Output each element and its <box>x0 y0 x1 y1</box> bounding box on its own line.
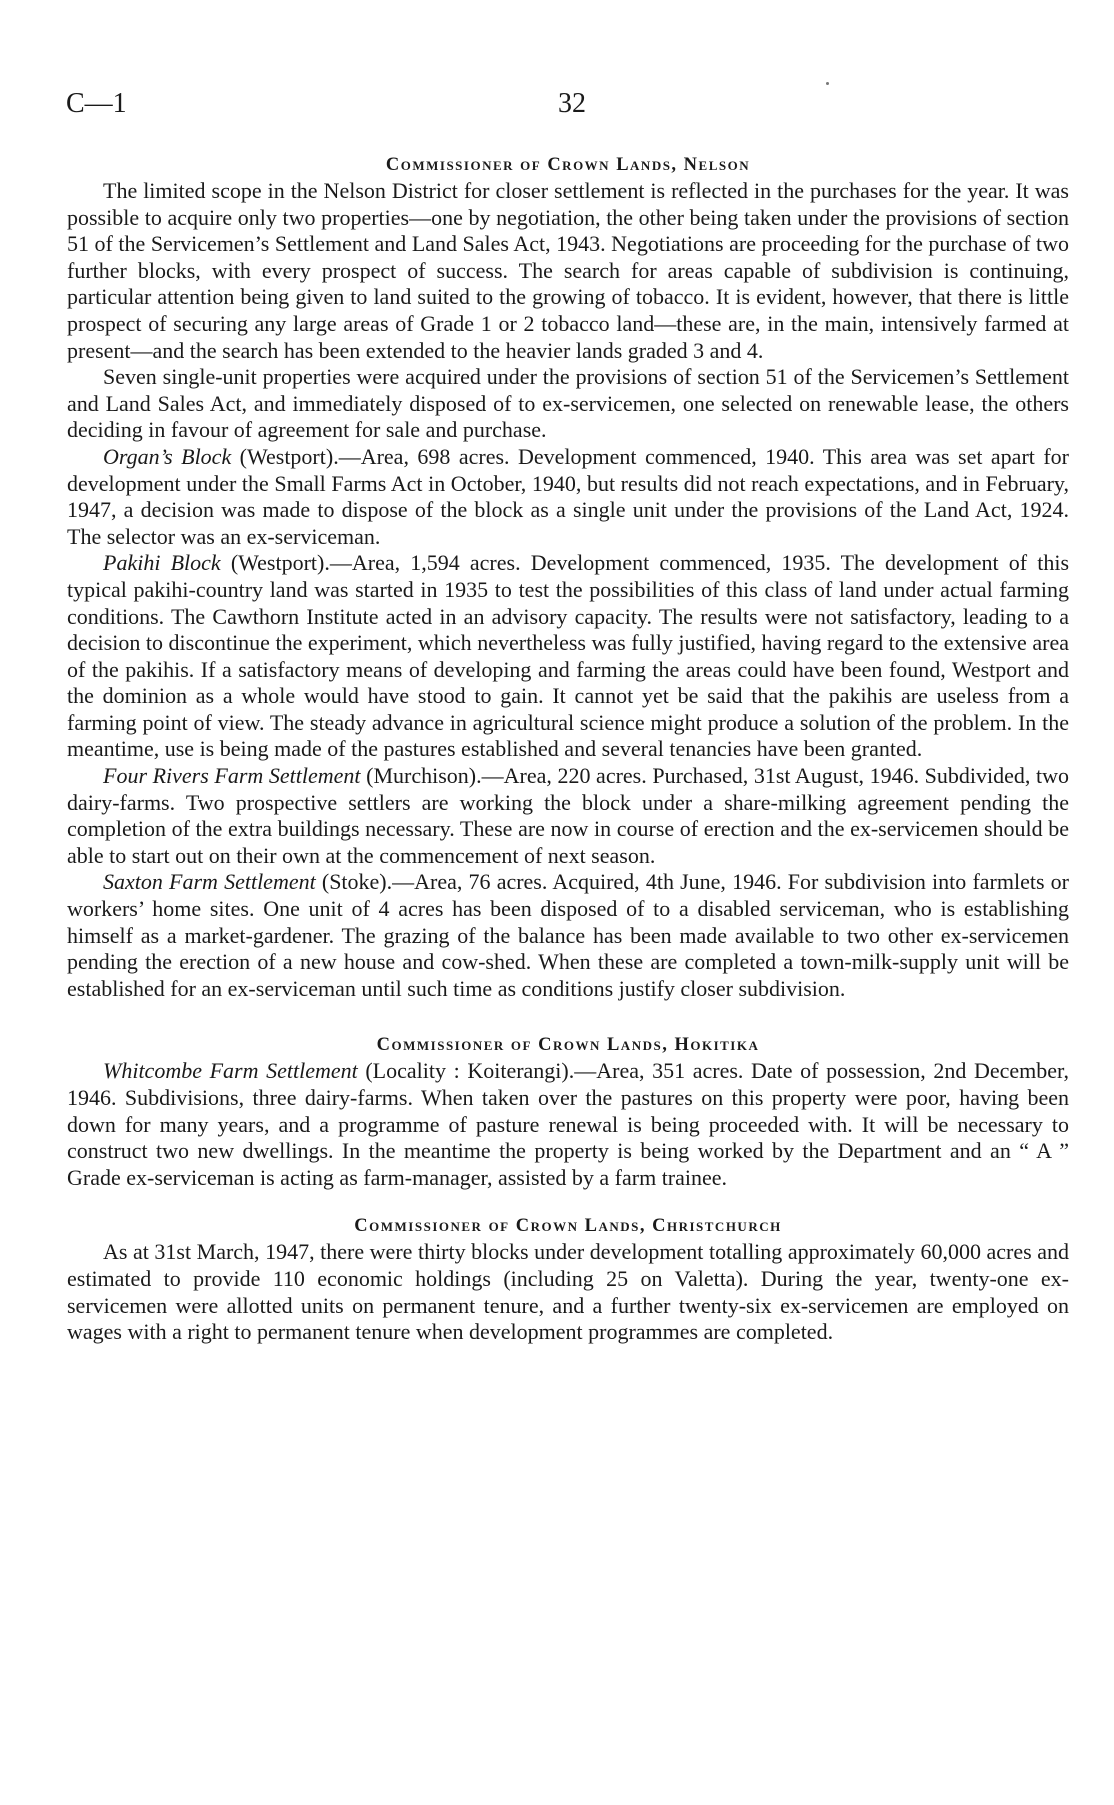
paragraph: Pakihi Block (Westport).—Area, 1,594 acres. Development commenced, 1935. The development of this typical pakihi-country land was started in 1935 to test the possibilities of this class of land under actual farming conditions. The Cawthorn Institute acted in an advisory capacity. The results were not satisfactory, leading to a decision to discontinue the experiment, which nevertheless was fully justified, having regard to the extensive area of the pakihis. If a satisfactory means of developing and farming the areas could have been found, Westport and the dominion as a whole would have stood to gain. It cannot yet be said that the pakihis are useless from a farming point of view. The steady advance in agricultural science might produce a solution of the problem. In the meantime, use is being made of the pastures established and several tenancies have been granted. <box>67 550 1069 762</box>
page-header <box>66 88 1048 128</box>
section-heading: Commissioner of Crown Lands, Christchurch <box>354 1216 782 1237</box>
paragraph: Organ’s Block (Westport).—Area, 698 acres. Development commenced, 1940. This area was set apart for development under the Small Farms Act in October, 1940, but results did not reach expectations, and in February, 1947, a decision was made to dispose of the block as a single unit under the provisions of the Land Act, 1924. The selector was an ex-serviceman. <box>67 443 1069 549</box>
paragraph: As at 31st March, 1947, there were thirty blocks under development totalling approximately 60,000 acres and estimated to provide 110 economic holdings (including 25 on Valetta). During the year, twenty-one ex-servicemen were allotted units on permanent tenure, and a further twenty-six ex-servicemen are employed on wages with a right to permanent tenure when development programmes are completed. <box>67 1239 1069 1345</box>
block-name: Four Rivers Farm Settlement <box>103 763 361 789</box>
block-name: Whitcombe Farm Settlement <box>103 1058 358 1084</box>
block-name: Pakihi Block <box>103 550 221 576</box>
page-number: 32 <box>558 88 586 119</box>
block-name: Organ’s Block <box>103 443 232 469</box>
page-id: C—1 <box>66 88 127 119</box>
paragraph: Four Rivers Farm Settlement (Murchison).—Area, 220 acres. Purchased, 31st August, 1946. Subdivided, two dairy-farms. Two prospective settlers are working the block under a share-milking agreement pending the completion of the extra buildings necessary. These are now in course of erection and the ex-servicemen should be able to start out on their own at the commencement of next season. <box>67 763 1069 868</box>
section-heading: Commissioner of Crown Lands, Nelson <box>385 155 751 175</box>
paragraph: The limited scope in the Nelson District for closer settlement is reflected in the purchases for the year. It was possible to acquire only two properties—one by negotiation, the other being taken under the provisions of section 51 of the Servicemen’s Settlement and Land Sales Act, 1943. Negotiations are proceeding for the purchase of two further blocks, with every prospect of success. The search for areas capable of subdivision is continuing, particular attention being given to land suited to the growing of tobacco. It is evident, however, that there is little prospect of securing any large areas of Grade 1 or 2 tobacco land—these are, in the main, intensively farmed at present—and the search has been extended to the heavier lands graded 3 and 4. <box>67 178 1069 363</box>
print-speck <box>826 82 829 85</box>
page-body <box>67 152 1069 1346</box>
section-nelson <box>67 152 1069 1002</box>
section-heading: Commissioner of Crown Lands, Hokitika <box>376 1035 760 1056</box>
section-hokitika <box>67 1032 1069 1191</box>
paragraph: Seven single-unit properties were acquired under the provisions of section 51 of the Servicemen’s Settlement and Land Sales Act, and immediately disposed of to ex-servicemen, one selected on renewable lease, the others deciding in favour of agreement for sale and purchase. <box>67 364 1069 443</box>
block-name: Saxton Farm Settlement <box>103 869 316 895</box>
section-christchurch <box>67 1213 1069 1345</box>
paragraph: Saxton Farm Settlement (Stoke).—Area, 76 acres. Acquired, 4th June, 1946. For subdivision into farmlets or workers’ home sites. One unit of 4 acres has been disposed of to a disabled serviceman, who is establishing himself as a market-gardener. The grazing of the balance has been made available to two other ex-servicemen pending the erection of a new house and cow-shed. When these are completed a town-milk-supply unit will be established for an ex-serviceman until such time as conditions justify closer subdivision. <box>67 869 1070 1001</box>
paragraph: Whitcombe Farm Settlement (Locality : Koiterangi).—Area, 351 acres. Date of possession, 2nd December, 1946. Subdivisions, three dairy-farms. When taken over the pastures on this property were poor, having been down for many years, and a programme of pasture renewal is being proceeded with. It will be necessary to construct two new dwellings. In the meantime the property is being worked by the Department and an “ A ” Grade ex-serviceman is acting as farm-manager, assisted by a farm trainee. <box>67 1058 1069 1190</box>
